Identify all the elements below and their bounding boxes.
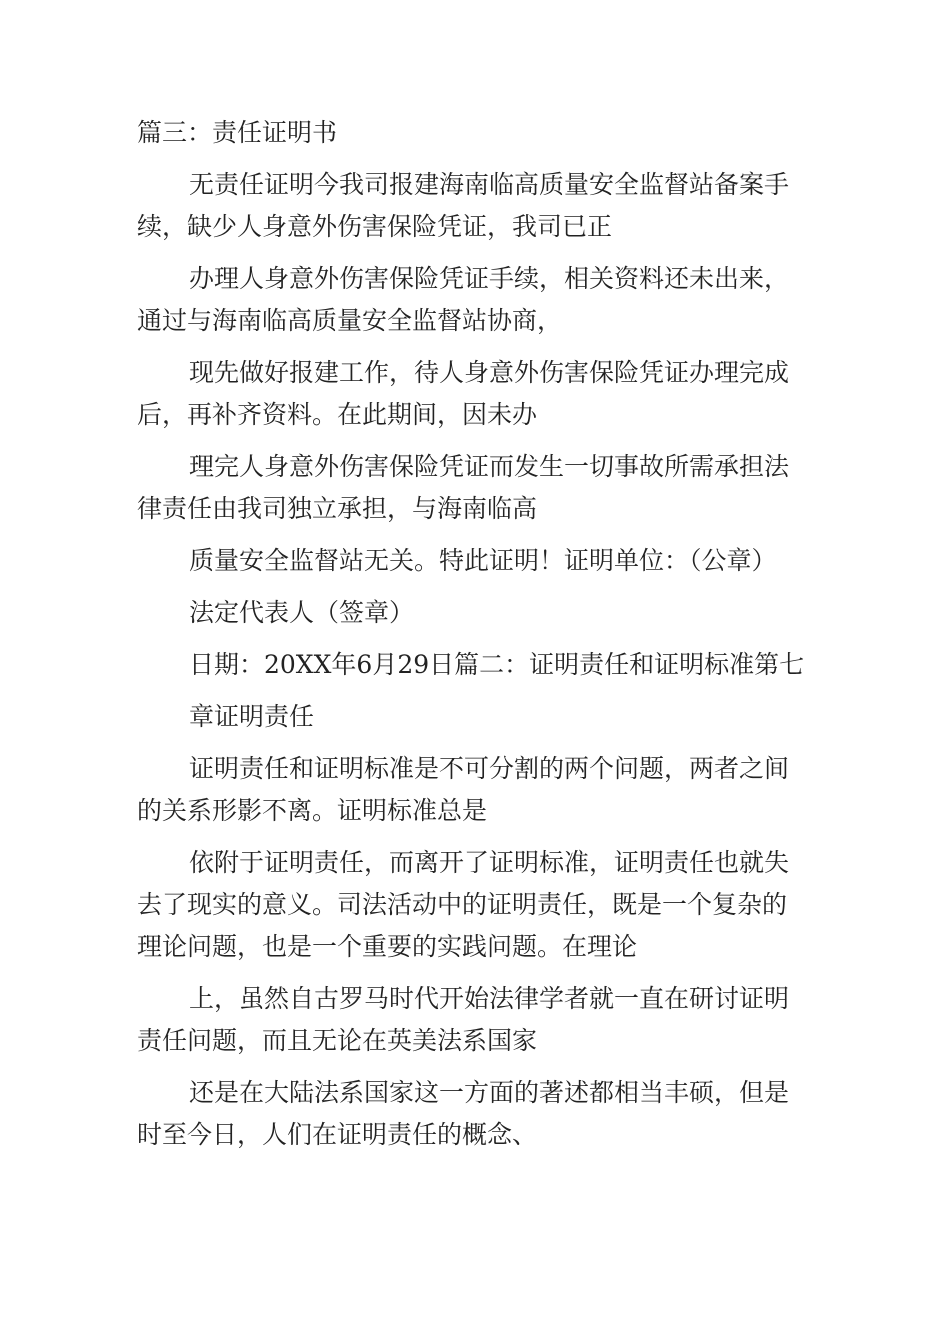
paragraph-line: 理论问题，也是一个重要的实践问题。在理论	[137, 932, 638, 961]
paragraph-line: 责任问题，而且无论在英美法系国家	[137, 1026, 538, 1055]
paragraph-line: 无责任证明今我司报建海南临高质量安全监督站备案手	[189, 170, 790, 199]
paragraph-line: 上，虽然自古罗马时代开始法律学者就一直在研讨证明	[189, 984, 790, 1013]
paragraph-line: 续，缺少人身意外伤害保险凭证，我司已正	[137, 212, 613, 241]
paragraph-line: 办理人身意外伤害保险凭证手续，相关资料还未出来，	[189, 264, 790, 293]
paragraph-line: 通过与海南临高质量安全监督站协商，	[137, 306, 563, 335]
paragraph-line: 理完人身意外伤害保险凭证而发生一切事故所需承担法	[189, 452, 790, 481]
signature-line: 法定代表人（签章）	[189, 598, 415, 627]
paragraph-line: 现先做好报建工作，待人身意外伤害保险凭证办理完成	[189, 358, 790, 387]
paragraph-line: 的关系形影不离。证明标准总是	[137, 796, 488, 825]
paragraph-line: 去了现实的意义。司法活动中的证明责任，既是一个复杂的	[137, 890, 788, 919]
document-body	[137, 112, 827, 1156]
paragraph-line: 依附于证明责任，而离开了证明标准，证明责任也就失	[189, 848, 790, 877]
paragraph-line: 后，再补齐资料。在此期间，因未办	[137, 400, 538, 429]
date-line: 日期：20XX年6月29日篇二：证明责任和证明标准第七	[189, 650, 805, 679]
paragraph-line: 时至今日，人们在证明责任的概念、	[137, 1120, 538, 1149]
paragraph-line: 证明责任和证明标准是不可分割的两个问题，两者之间	[189, 754, 790, 783]
paragraph-line: 质量安全监督站无关。特此证明！证明单位：（公章）	[189, 546, 777, 575]
chapter-title-line: 章证明责任	[189, 702, 315, 731]
document-heading: 篇三：责任证明书	[137, 118, 338, 147]
paragraph-line: 律责任由我司独立承担，与海南临高	[137, 494, 538, 523]
paragraph-line: 还是在大陆法系国家这一方面的著述都相当丰硕，但是	[189, 1078, 790, 1107]
